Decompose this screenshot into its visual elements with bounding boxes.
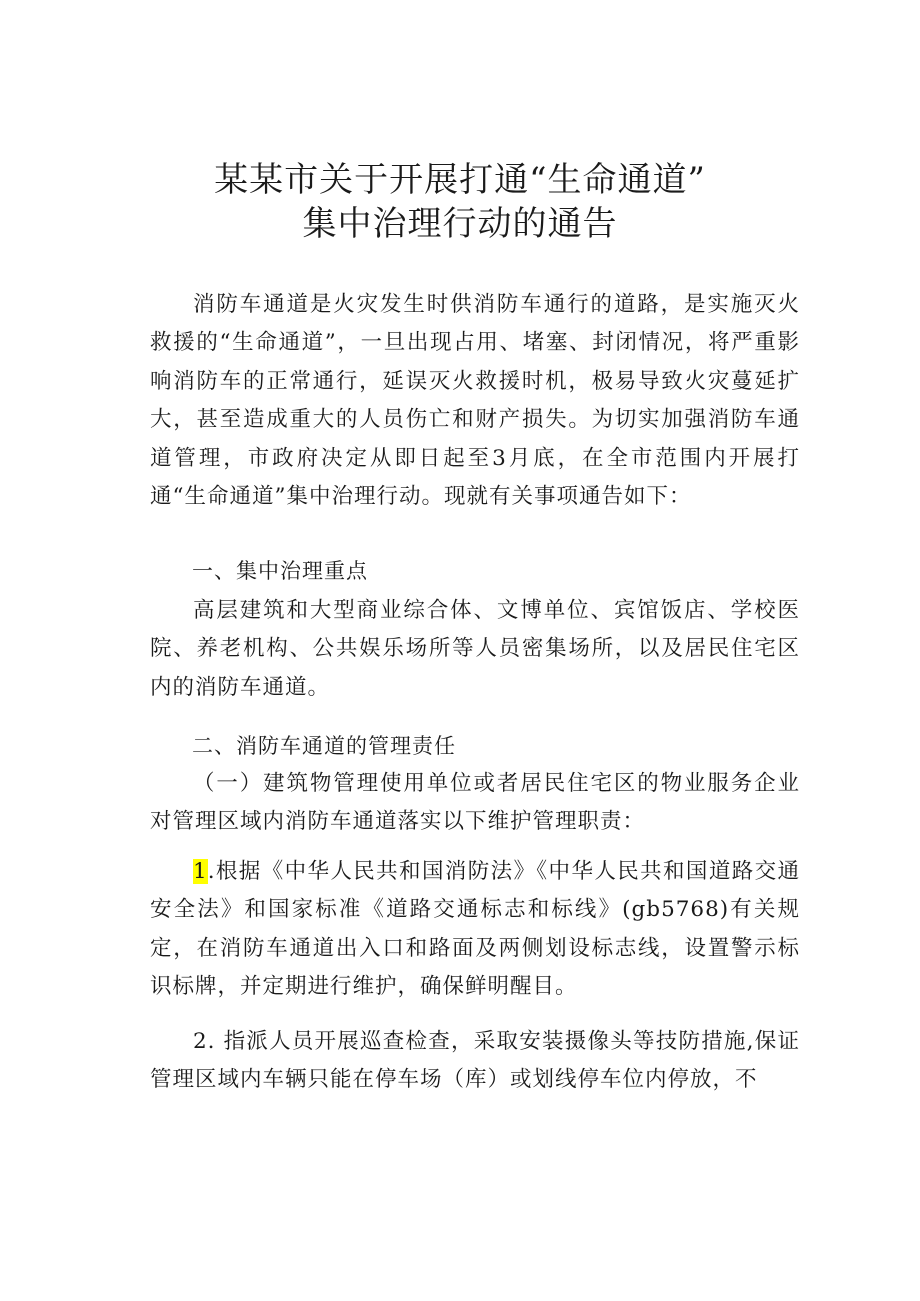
document-title-line-2: 集中治理行动的通告 (302, 204, 618, 244)
item-1-number-highlight: 1 (193, 859, 208, 884)
section-2 (150, 727, 800, 765)
item-1-text: .根据《中华人民共和国消防法》《中华人民共和国道路交通安全法》和国家标准《道路交通标志和标线》(gb5768)有关规定，在消防车通道出入口和路面及两侧划设标志线，设置警示标识标牌，并定期进行维护，确保鲜明醒目。 (150, 859, 800, 1000)
section-1-heading: 一、集中治理重点 (192, 559, 368, 583)
intro-section (150, 286, 800, 516)
section-1 (150, 552, 800, 590)
item-1 (150, 853, 800, 1007)
section-1-paragraph: 高层建筑和大型商业综合体、文博单位、宾馆饭店、学校医院、养老机构、公共娱乐场所等人员密集场所，以及居民住宅区内的消防车通道。 (150, 598, 800, 700)
section-1-body (150, 592, 800, 707)
intro-paragraph: 消防车通道是火灾发生时供消防车通行的道路，是实施灭火救援的“生命通道”，一旦出现占用、堵塞、封闭情况，将严重影响消防车的正常通行，延误灭火救援时机，极易导致火灾蔓延扩大，甚至造成重大的人员伤亡和财产损失。为切实加强消防车通道管理，市政府决定从即日起至3月底，在全市范围内开展打通“生命通道”集中治理行动。现就有关事项通告如下： (150, 292, 800, 510)
section-2-subsection-1 (150, 765, 800, 842)
item-2 (150, 1023, 800, 1100)
item-2-paragraph: 2. 指派人员开展巡查检查，采取安装摄像头等技防措施,保证管理区域内车辆只能在停车场（库）或划线停车位内停放，不 (150, 1029, 800, 1093)
document-title-line-1: 某某市关于开展打通“生命通道” (214, 160, 706, 200)
subsection-1-paragraph: （一）建筑物管理使用单位或者居民住宅区的物业服务企业对管理区域内消防车通道落实以下维护管理职责： (150, 771, 800, 835)
section-2-heading: 二、消防车通道的管理责任 (192, 734, 456, 758)
item-1-paragraph (150, 853, 800, 1007)
